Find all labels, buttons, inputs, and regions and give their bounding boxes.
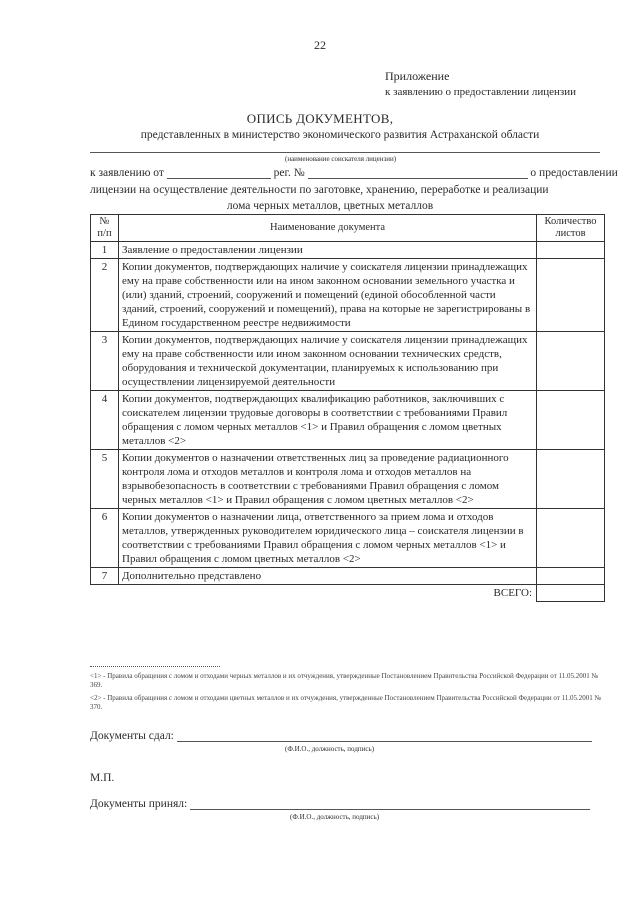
header-num: № п/п [91,215,119,242]
reg-number-label: рег. № [273,167,305,179]
submitted-row [90,730,592,742]
submitted-caption: (Ф.И.О., должность, подпись) [285,745,375,753]
total-label: ВСЕГО: [493,587,532,599]
row-num: 3 [91,332,119,391]
received-row [90,798,590,810]
row-name: Копии документов, подтверждающих квалификацию работников, заключивших с соискателем лицензии трудовые договоры в соответствии с требованиями Правил обращения с ломом черных металлов <1> и Правил обращения с ломом цветных металлов <2> [119,391,537,450]
reg-number-field[interactable] [308,167,528,179]
row-count[interactable] [537,242,605,259]
seal-label: М.П. [90,772,115,784]
row-count[interactable] [537,450,605,509]
footnote-divider [90,666,220,667]
applicant-caption: (наименование соискателя лицензии) [285,155,397,163]
row-num: 4 [91,391,119,450]
total-spacer [91,585,119,602]
row-name: Копии документов, подтверждающих наличие у соискателя лицензии принадлежащих ему на праве собственности или ином законном основании технических средств, оборудования и технической документации, планируемых к использованию при осуществлении лицензируемой деятельности [119,332,537,391]
document-title: ОПИСЬ ДОКУМЕНТОВ, [246,111,394,126]
license-text-line2: лома черных металлов, цветных металлов [226,200,434,212]
footnote-2: <2> - Правила обращения с ломом и отходами цветных металлов и их отчуждения, утвержденные Постановлением Правительства Российской Федерации от 11.05.2001 № 370. [90,694,602,711]
header-name: Наименование документа [119,215,537,242]
row-num: 7 [91,568,119,585]
table-row [91,332,605,391]
applicant-name-line[interactable] [90,152,600,153]
table-row [91,450,605,509]
application-from-label: к заявлению от [90,167,164,179]
table-row [91,509,605,568]
submitted-label: Документы сдал: [90,730,174,742]
submitted-signature-field[interactable] [177,730,592,742]
row-name: Заявление о предоставлении лицензии [119,242,537,259]
received-caption: (Ф.И.О., должность, подпись) [290,813,380,821]
table-row [91,259,605,332]
row-count[interactable] [537,509,605,568]
application-date-field[interactable] [167,167,271,179]
table-header-row [91,215,605,242]
page-number: 22 [314,38,326,52]
footnote-1: <1> - Правила обращения с ломом и отходами черных металлов и их отчуждения, утвержденные Постановлением Правительства Российской Федерации от 11.05.2001 № 369. [90,672,599,689]
appendix-title: Приложение [385,69,450,83]
documents-table [90,214,605,602]
received-label: Документы принял: [90,798,188,810]
appendix-subtitle: к заявлению о предоставлении лицензии [385,86,576,98]
row-name: Копии документов, подтверждающих наличие у соискателя лицензии принадлежащих ему на праве собственности или на ином законном основании земельного участка и (или) зданий, строений, сооружений и помещений (единой обособленной части зданий, строений, сооружений и помещений), права на которые не зарегистрированы в Едином государственном реестре недвижимости [119,259,537,332]
license-text-line1: лицензии на осуществление деятельности по заготовке, хранению, переработке и реализации [90,184,549,196]
header-count: Количество листов [537,215,605,242]
row-num: 5 [91,450,119,509]
row-name: Копии документов о назначении ответственных лиц за проведение радиационного контроля лома и отходов металлов и контроля лома и отходов металлов на взрывобезопасность в соответствии с требованиями Правил обращения с ломом черных металлов <1> и Правил обращения с ломом цветных металлов <2> [119,450,537,509]
application-row [90,167,618,179]
total-row [91,585,605,602]
received-signature-field[interactable] [190,798,590,810]
row-num: 1 [91,242,119,259]
row-name: Дополнительно представлено [119,568,537,585]
document-subtitle: представленных в министерство экономического развития Астраханской области [140,129,540,141]
row-count[interactable] [537,259,605,332]
table-row [91,568,605,585]
row-count[interactable] [537,568,605,585]
table-row [91,391,605,450]
row-num: 2 [91,259,119,332]
table-row [91,242,605,259]
row-count[interactable] [537,391,605,450]
about-granting-label: о предоставлении [530,167,618,179]
row-count[interactable] [537,332,605,391]
row-num: 6 [91,509,119,568]
total-count-field[interactable] [537,585,605,602]
row-name: Копии документов о назначении лица, ответственного за прием лома и отходов металлов, утвержденных руководителем юридического лица – соискателя лицензии в соответствии с требованиями Правил обращения с ломом черных металлов <1> и Правил обращения с ломом цветных металлов <2> [119,509,537,568]
